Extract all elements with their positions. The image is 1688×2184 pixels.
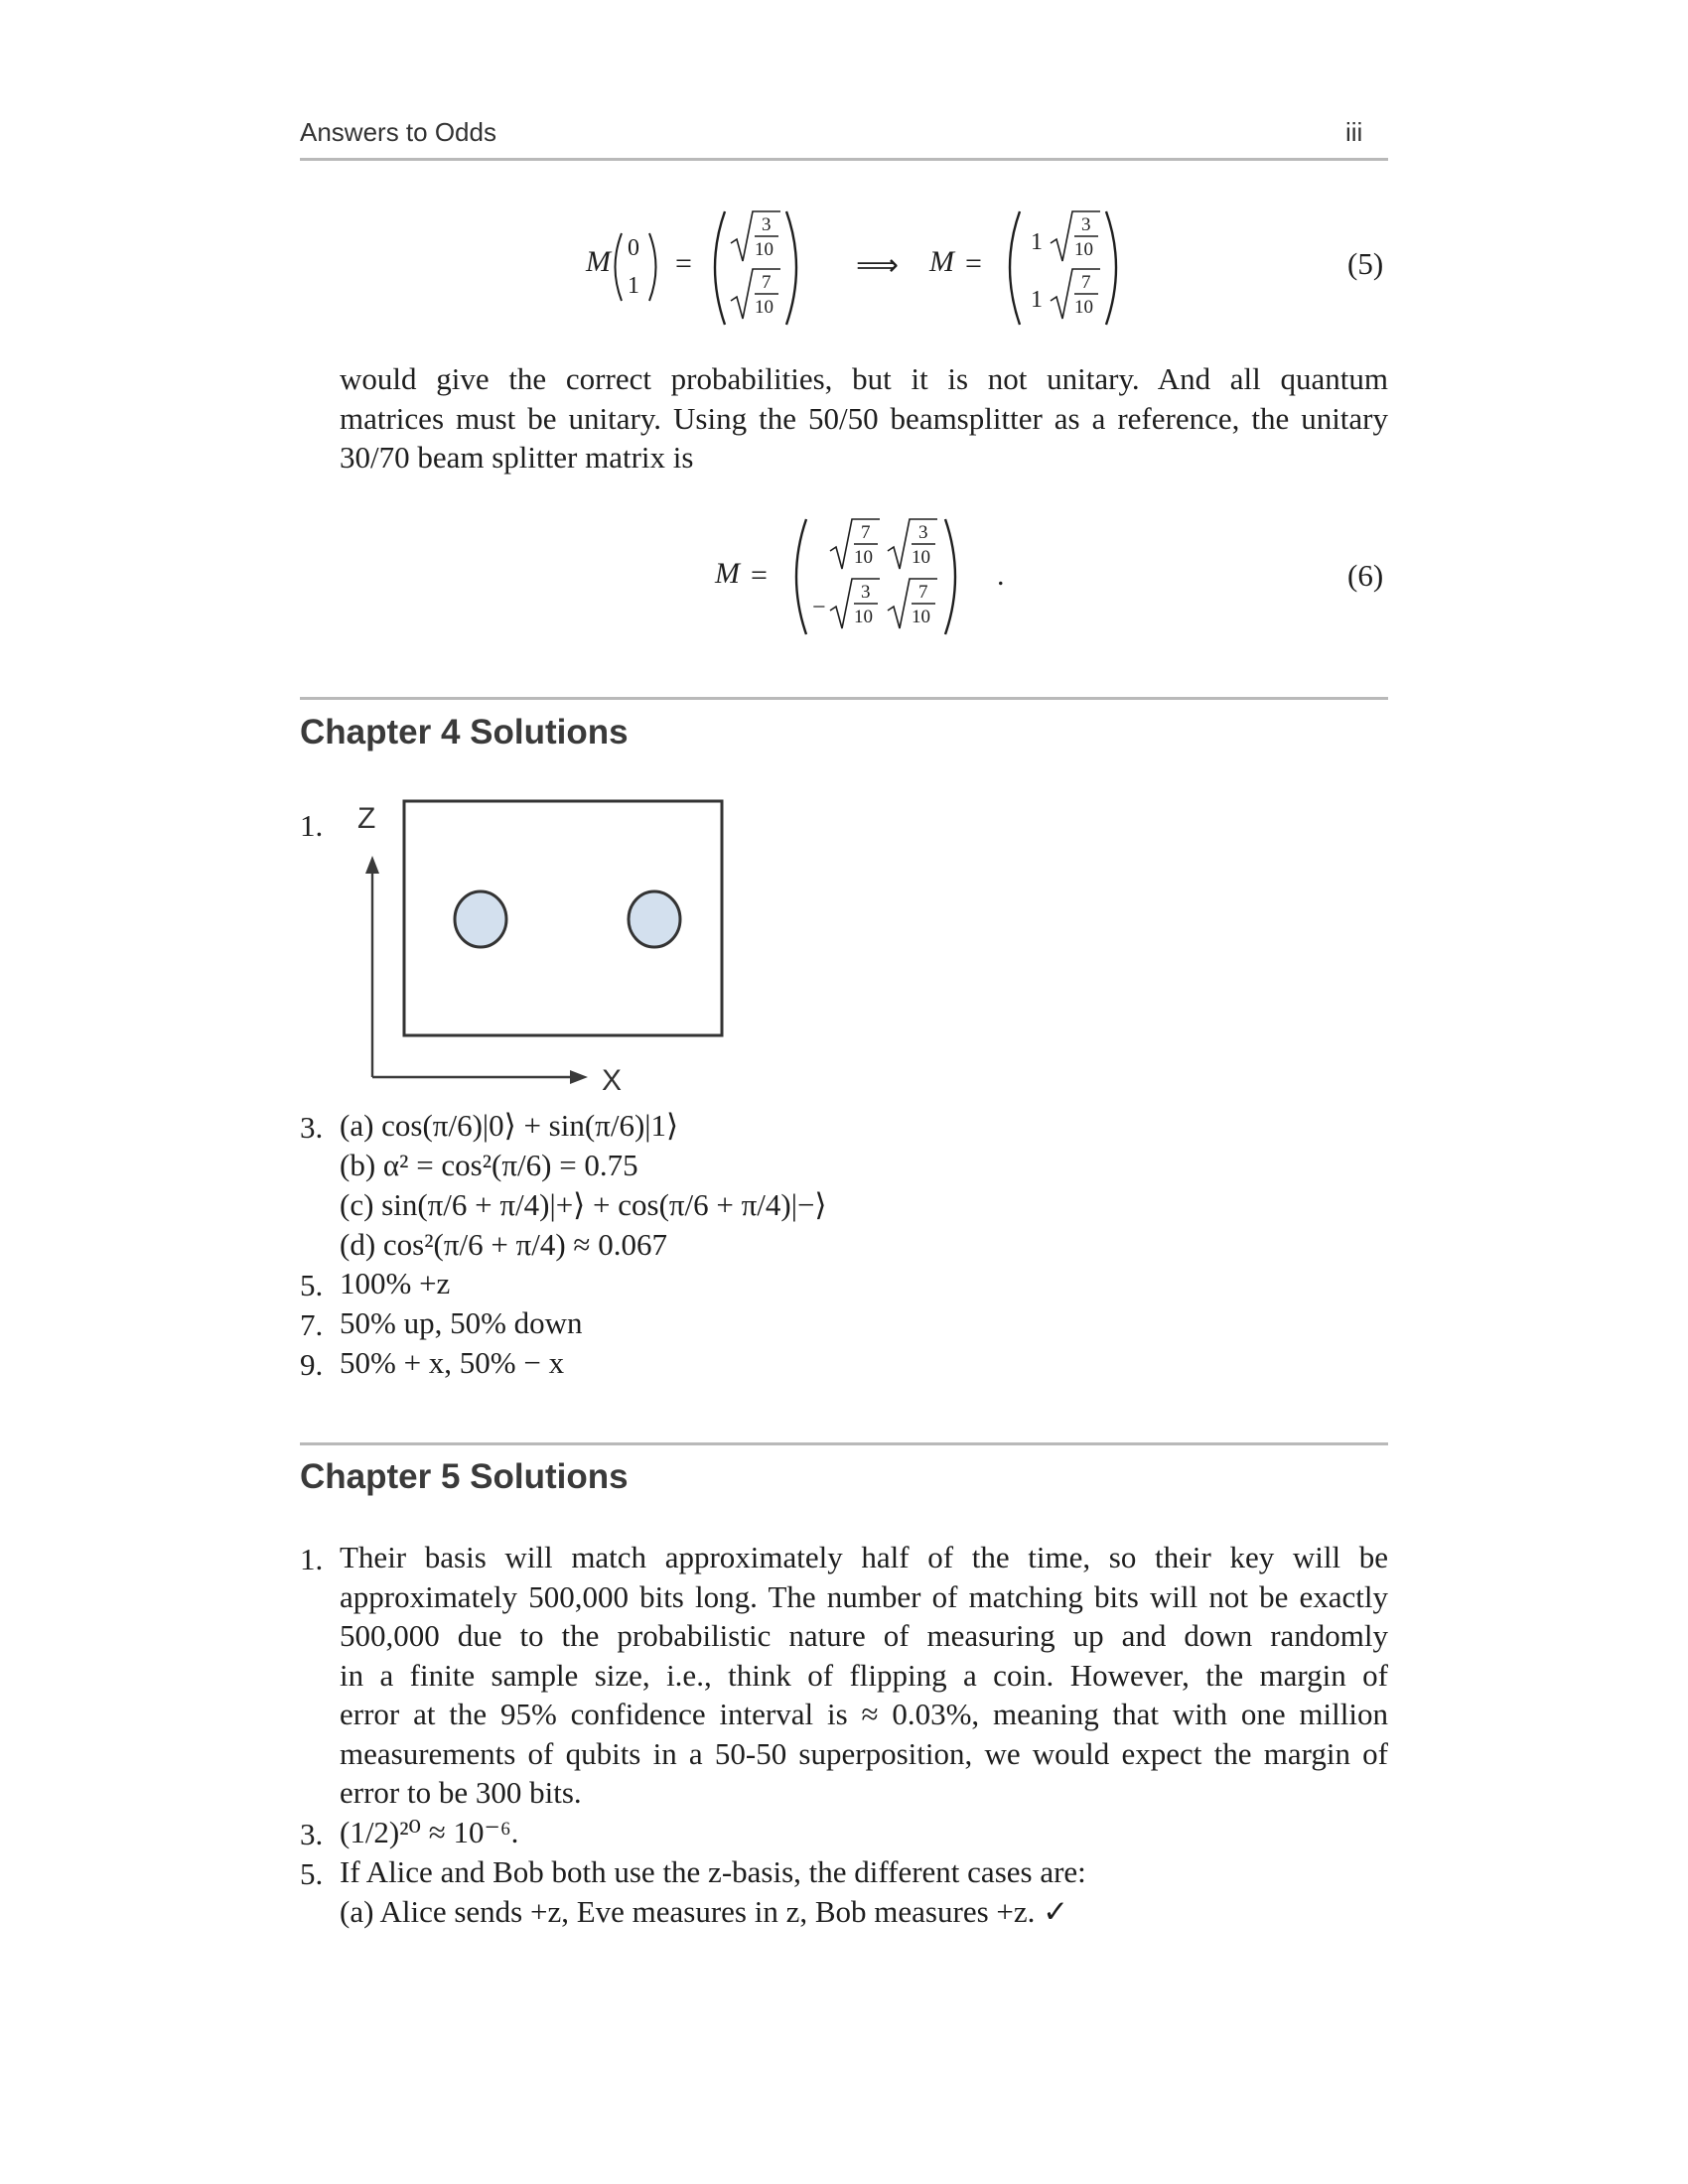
list-item: 50% + x, 50% − x bbox=[340, 1345, 565, 1380]
svg-text:3: 3 bbox=[861, 582, 871, 603]
page-number: iii bbox=[1345, 117, 1363, 147]
paragraph-line: 30/70 beam splitter matrix is bbox=[340, 440, 694, 475]
item-number: 5. bbox=[300, 1856, 324, 1891]
item-number: 3. bbox=[300, 1110, 324, 1145]
item-text: sin(π/6 + π/4)|+⟩ + cos(π/6 + π/4)|−⟩ bbox=[381, 1187, 827, 1222]
item-text: cos²(π/6 + π/4) ≈ 0.067 bbox=[382, 1227, 667, 1262]
list-item bbox=[340, 1146, 638, 1185]
svg-text:7: 7 bbox=[762, 272, 772, 293]
svg-text:10: 10 bbox=[1074, 297, 1093, 318]
slit-circle-left bbox=[455, 891, 506, 947]
answer-line: measurements of qubits in a 50-50 superposition, we would expect the margin of bbox=[340, 1735, 1388, 1771]
paragraph-line: would give the correct probabilities, but it is not unitary. And all quantum bbox=[340, 361, 1388, 396]
figure-item-number: 1. bbox=[300, 808, 324, 843]
z-axis-arrow bbox=[365, 856, 379, 1077]
svg-text:1: 1 bbox=[628, 273, 639, 299]
x-axis-label: X bbox=[602, 1064, 623, 1097]
equation-5-number: (5) bbox=[1347, 246, 1384, 281]
svg-text:⟹: ⟹ bbox=[856, 249, 900, 282]
chapter-4-heading: Chapter 4 Solutions bbox=[300, 713, 629, 751]
svg-text:10: 10 bbox=[912, 607, 930, 627]
item-number: 7. bbox=[300, 1307, 324, 1342]
slit-circle-right bbox=[629, 891, 680, 947]
list-item bbox=[340, 1185, 827, 1225]
item-number: 1. bbox=[300, 1542, 324, 1576]
svg-text:−: − bbox=[812, 595, 826, 620]
equation-6-graphic bbox=[707, 511, 1025, 640]
item-label: (a) bbox=[340, 1108, 374, 1143]
running-header-title: Answers to Odds bbox=[300, 117, 496, 147]
svg-text:10: 10 bbox=[854, 547, 873, 568]
answer-3-text: (1/2)²⁰ ≈ 10⁻⁶. bbox=[340, 1815, 519, 1849]
answer-1-text bbox=[340, 1538, 1388, 1813]
equation-5 bbox=[576, 204, 1152, 333]
svg-text:10: 10 bbox=[755, 297, 774, 318]
list-item: 100% +z bbox=[340, 1266, 451, 1300]
answer-line: error to be 300 bits. bbox=[340, 1775, 582, 1810]
list-item bbox=[340, 1892, 1068, 1932]
answer-line: in a finite sample size, i.e., think of flipping a coin. However, the margin of bbox=[340, 1657, 1388, 1693]
paragraph-line: matrices must be unitary. Using the 50/50 beamsplitter as a reference, the unitary bbox=[340, 400, 1388, 436]
item-text: Alice sends +z, Eve measures in z, Bob measures +z. ✓ bbox=[379, 1894, 1069, 1929]
item-number: 3. bbox=[300, 1817, 324, 1851]
svg-text:7: 7 bbox=[918, 582, 928, 603]
svg-text:10: 10 bbox=[1074, 239, 1093, 260]
item-label: (a) bbox=[340, 1894, 374, 1929]
svg-text:3: 3 bbox=[1081, 214, 1091, 235]
svg-text:10: 10 bbox=[912, 547, 930, 568]
double-slit-figure bbox=[357, 794, 735, 1092]
svg-text:3: 3 bbox=[918, 522, 928, 543]
svg-text:10: 10 bbox=[755, 239, 774, 260]
header-rule bbox=[300, 158, 1388, 161]
list-item: 50% up, 50% down bbox=[340, 1305, 583, 1340]
svg-text:7: 7 bbox=[861, 522, 871, 543]
list-item bbox=[340, 1225, 667, 1265]
svg-text:=: = bbox=[751, 559, 768, 592]
item-number: 5. bbox=[300, 1268, 324, 1302]
svg-text:M: M bbox=[586, 245, 611, 278]
svg-text:M: M bbox=[715, 557, 740, 590]
answer-line: error at the 95% confidence interval is ≈ 0.03%, meaning that with one million bbox=[340, 1697, 1388, 1731]
svg-text:10: 10 bbox=[854, 607, 873, 627]
section-rule bbox=[300, 1442, 1388, 1445]
x-axis-arrow bbox=[372, 1070, 588, 1084]
equation-6-number: (6) bbox=[1347, 558, 1384, 593]
paragraph-unitary bbox=[340, 359, 1388, 478]
svg-text:.: . bbox=[997, 559, 1005, 592]
svg-text:M: M bbox=[929, 245, 954, 278]
svg-text:7: 7 bbox=[1081, 272, 1091, 293]
item-label: (c) bbox=[340, 1187, 374, 1222]
svg-text:0: 0 bbox=[628, 235, 639, 261]
item-label: (d) bbox=[340, 1227, 376, 1262]
svg-text:1: 1 bbox=[1031, 229, 1043, 255]
z-axis-label: Z bbox=[357, 802, 376, 835]
section-rule bbox=[300, 697, 1388, 700]
list-item bbox=[340, 1106, 678, 1146]
svg-text:3: 3 bbox=[762, 214, 772, 235]
chapter-5-heading: Chapter 5 Solutions bbox=[300, 1457, 629, 1496]
answer-line: approximately 500,000 bits long. The number of matching bits will not be exactly bbox=[340, 1578, 1388, 1614]
answer-line: Their basis will match approximately half of the time, so their key will be bbox=[340, 1540, 1388, 1574]
answer-line: 500,000 due to the probabilistic nature of measuring up and down randomly bbox=[340, 1618, 1388, 1653]
svg-text:=: = bbox=[965, 247, 982, 280]
item-text: α² = cos²(π/6) = 0.75 bbox=[382, 1148, 638, 1182]
equation-5-graphic bbox=[576, 204, 1152, 333]
equation-6 bbox=[707, 511, 1025, 640]
item-label: (b) bbox=[340, 1148, 376, 1182]
svg-text:=: = bbox=[675, 247, 692, 280]
svg-text:1: 1 bbox=[1031, 287, 1043, 313]
answer-5-text: If Alice and Bob both use the z-basis, the different cases are: bbox=[340, 1854, 1086, 1889]
item-text: cos(π/6)|0⟩ + sin(π/6)|1⟩ bbox=[381, 1108, 679, 1143]
item-number: 9. bbox=[300, 1347, 324, 1382]
